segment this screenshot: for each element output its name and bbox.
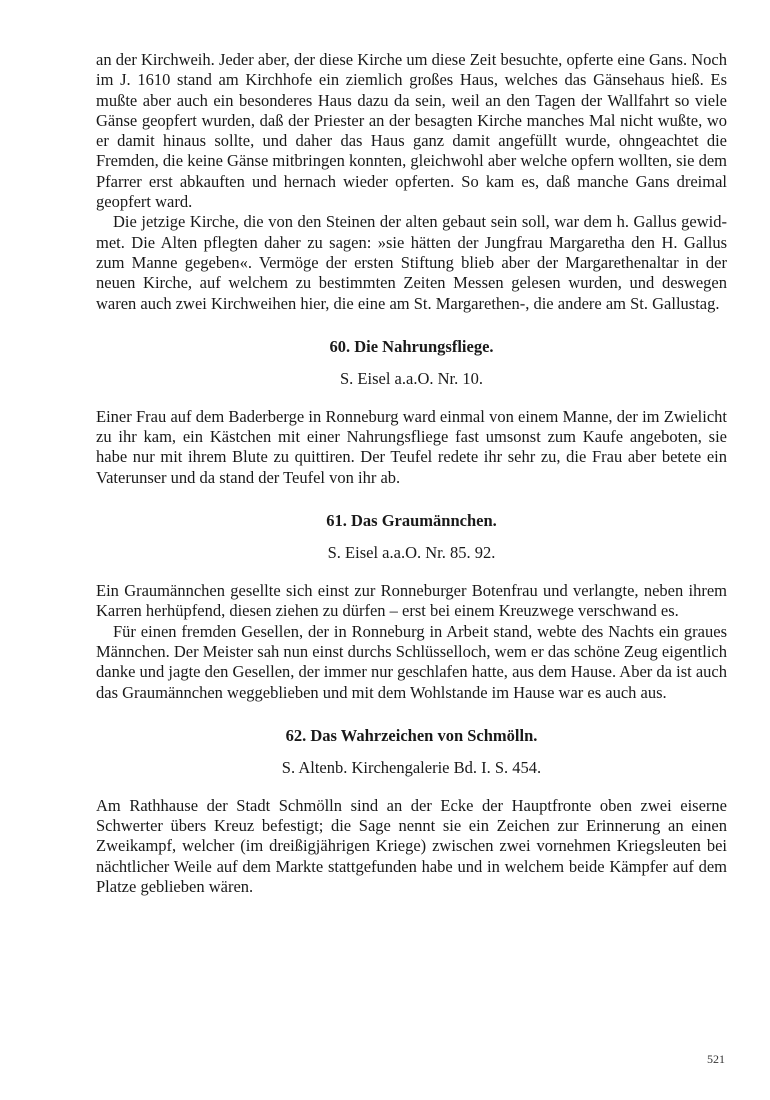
intro-paragraph-2: Die jetzige Kirche, die von den Steinen der alten gebaut sein soll, war dem h. Gallus gewidmet. Die Alten pflegten daher zu sagen: »sie hätten der Jungfrau Margaretha den H. Gallus zum Manne gegeben«. Vermöge der ersten Stiftung blieb aber der Margarethenaltar in der neuen Kirche, auf welchem zu bestimmten Zeiten Messen gelesen wurden, und deswegen waren auch zwei Kirchweihen hier, die eine am St. Margarethen-, die andere am St. Gallustag. bbox=[96, 212, 727, 313]
section-source-62: S. Altenb. Kirchengalerie Bd. I. S. 454. bbox=[281, 757, 542, 777]
section-source-60: S. Eisel a.a.O. Nr. 10. bbox=[340, 368, 483, 388]
section-60-paragraph-1: Einer Frau auf dem Baderberge in Ronneburg ward einmal von einem Manne, der im Zwielicht zu ihr kam, ein Kästchen mit einer Nahrungsfliege fast umsonst zum Kaufe angeboten, sie habe nur mit ihrem Blute zu quittiren. Der Teufel redete ihr sehr zu, die Frau aber betete ein Vaterunser und da stand der Teufel von ihr ab. bbox=[96, 406, 727, 487]
intro-paragraph-1: an der Kirchweih. Jeder aber, der diese Kirche um diese Zeit besuchte, opferte eine Gans. Noch im J. 1610 stand am Kirchhofe ein ziemlich großes Haus, welches das Gänsehaus hieß. Es mußte aber auch ein besonderes Haus dazu da sein, weil an den Tagen der Wallfahrt so viele Gänse geopfert wurden, daß der Priester an der besagten Kirche manches Mal nicht wußte, wo er damit hinaus sollte, und daher das Haus ganz damit angefüllt wurde, ohngeachtet die Fremden, die keine Gänse mitbringen konnten, gleichwohl aber welche opfern wollten, sie dem Pfarrer erst abkauften und hernach wieder opferten. So kam es, daß manche Gans dreimal geopfert ward. bbox=[96, 50, 727, 212]
page-number: 521 bbox=[707, 1052, 725, 1066]
section-61-paragraph-1: Ein Graumännchen gesellte sich einst zur Ronneburger Botenfrau und verlangte, neben ihrem Karren herhüpfend, diesen ziehen zu dürfen – erst bei einem Kreuzwege verschwand es. bbox=[96, 581, 727, 621]
page-body bbox=[96, 48, 727, 897]
section-title-61: 61. Das Graumännchen. bbox=[326, 511, 497, 531]
section-title-60: 60. Die Nahrungsfliege. bbox=[329, 336, 494, 356]
section-source-61: S. Eisel a.a.O. Nr. 85. 92. bbox=[327, 543, 496, 563]
section-62-paragraph-1: Am Rathhause der Stadt Schmölln sind an der Ecke der Hauptfronte oben zwei eiserne Schwerter übers Kreuz befestigt; die Sage nennt sie ein Zeichen zur Erinnerung an einen Zweikampf, welcher (im dreißigjährigen Kriege) zwischen zwei vornehmen Kriegsleuten bei nächtlicher Weile auf dem Markte stattgefunden habe und in welchem beide Kämpfer auf dem Platze geblieben wären. bbox=[96, 795, 727, 897]
section-title-62: 62. Das Wahrzeichen von Schmölln. bbox=[285, 725, 538, 745]
section-61-paragraph-2: Für einen fremden Gesellen, der in Ronneburg in Arbeit stand, webte des Nachts ein graues Männchen. Der Meister sah nun einst durchs Schlüsselloch, wem er das schöne Zeug eigentlich danke und jagte den Gesellen, der immer nur geschlafen hatte, aus dem Hause. Aber da ist auch das Graumännchen weggeblieben und mit dem Wohlstande im Hause war es auch aus. bbox=[96, 621, 727, 702]
